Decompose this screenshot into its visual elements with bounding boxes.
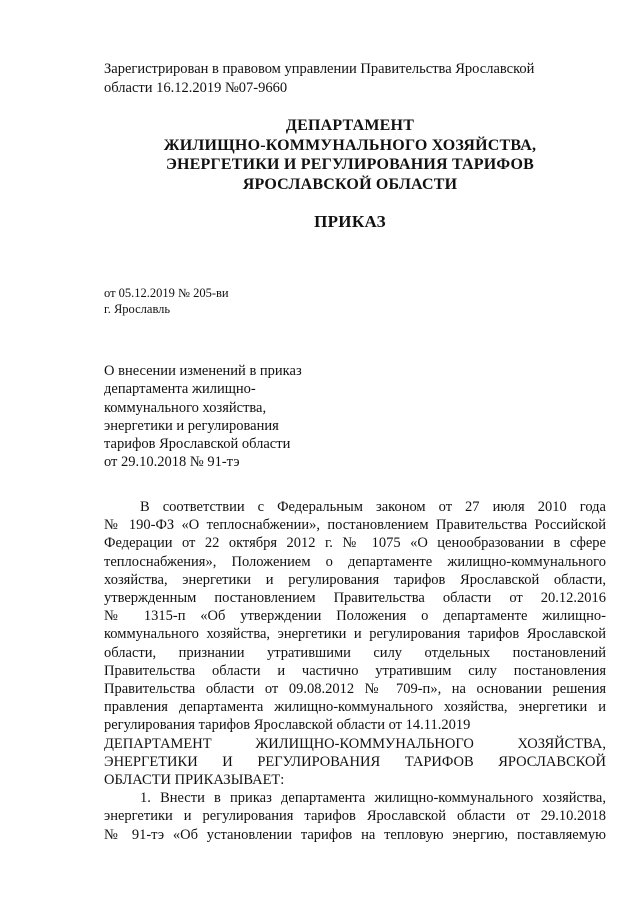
body-line: правления департамента жилищно-коммунального хозяйства, энергетики и (104, 699, 606, 716)
header-line: ЖИЛИЩНО-КОММУНАЛЬНОГО ХОЗЯЙСТВА, (163, 136, 537, 154)
order-body (104, 498, 606, 844)
header-line: ДЕПАРТАМЕНТ (285, 117, 415, 134)
registration-line: Зарегистрирован в правовом управлении Правительства Ярославской (104, 61, 535, 77)
registration-line: области 16.12.2019 №07-9660 (104, 79, 288, 96)
item-line: № 91-тэ «Об установлении тарифов на тепловую энергию, поставляемую (104, 826, 606, 843)
body-line: теплоснабжения», Положением о департаменте жилищно-коммунального (104, 553, 606, 570)
decree-line: ЭНЕРГЕТИКИ И РЕГУЛИРОВАНИЯ ТАРИФОВ ЯРОСЛАВСКОЙ (104, 753, 606, 770)
order-meta (104, 286, 229, 317)
body-line: коммунального хозяйства, энергетики и регулирования тарифов Ярославской (104, 626, 606, 643)
subject-line: от 29.10.2018 № 91-тэ (104, 454, 240, 471)
body-line: № 190-ФЗ «О теплоснабжении», постановлением Правительства Российской (104, 517, 606, 534)
header-line: ЭНЕРГЕТИКИ И РЕГУЛИРОВАНИЯ ТАРИФОВ (165, 156, 535, 173)
document-type: ПРИКАЗ (314, 212, 386, 231)
decree-line: ДЕПАРТАМЕНТ ЖИЛИЩНО-КОММУНАЛЬНОГО ХОЗЯЙСТВА, (104, 735, 606, 752)
decree-line: ОБЛАСТИ ПРИКАЗЫВАЕТ: (104, 772, 285, 789)
registration-note (104, 60, 584, 97)
item-line: 1. Внести в приказ департамента жилищно-коммунального хозяйства, (140, 790, 606, 807)
subject-line: коммунального хозяйства, (104, 399, 267, 416)
subject-line: тарифов Ярославской области (104, 436, 291, 453)
body-line: Правительства области от 09.08.2012 № 709-п», на основании решения (104, 681, 606, 698)
body-line: Правительства области и частично утратившим силу постановления (104, 662, 606, 679)
subject-line: департамента жилищно- (104, 381, 256, 398)
order-date-number: от 05.12.2019 № 205-ви (104, 286, 229, 300)
body-line: хозяйства, энергетики и регулирования тарифов Ярославской области, (104, 571, 606, 588)
item-line: энергетики и регулирования тарифов Ярославской области от 29.10.2018 (104, 808, 606, 825)
header-line: ЯРОСЛАВСКОЙ ОБЛАСТИ (242, 175, 458, 193)
subject-line: энергетики и регулирования (104, 417, 279, 434)
body-line: утвержденным постановлением Правительства области от 20.12.2016 (104, 590, 606, 607)
subject-line: О внесении изменений в приказ (104, 363, 302, 379)
body-line: Федерации от 22 октября 2012 г. № 1075 «О ценообразовании в сфере (104, 535, 606, 552)
order-city: г. Ярославль (104, 301, 171, 316)
order-subject (104, 362, 344, 472)
body-line: регулирования тарифов Ярославской области от 14.11.2019 (104, 717, 471, 734)
body-line: области, признании утратившими силу отдельных постановлений (104, 644, 606, 661)
body-line: В соответствии с Федеральным законом от 27 июля 2010 года (140, 499, 606, 515)
department-header (110, 116, 590, 194)
body-line: № 1315-п «Об утверждении Положения о департаменте жилищно- (104, 608, 606, 625)
